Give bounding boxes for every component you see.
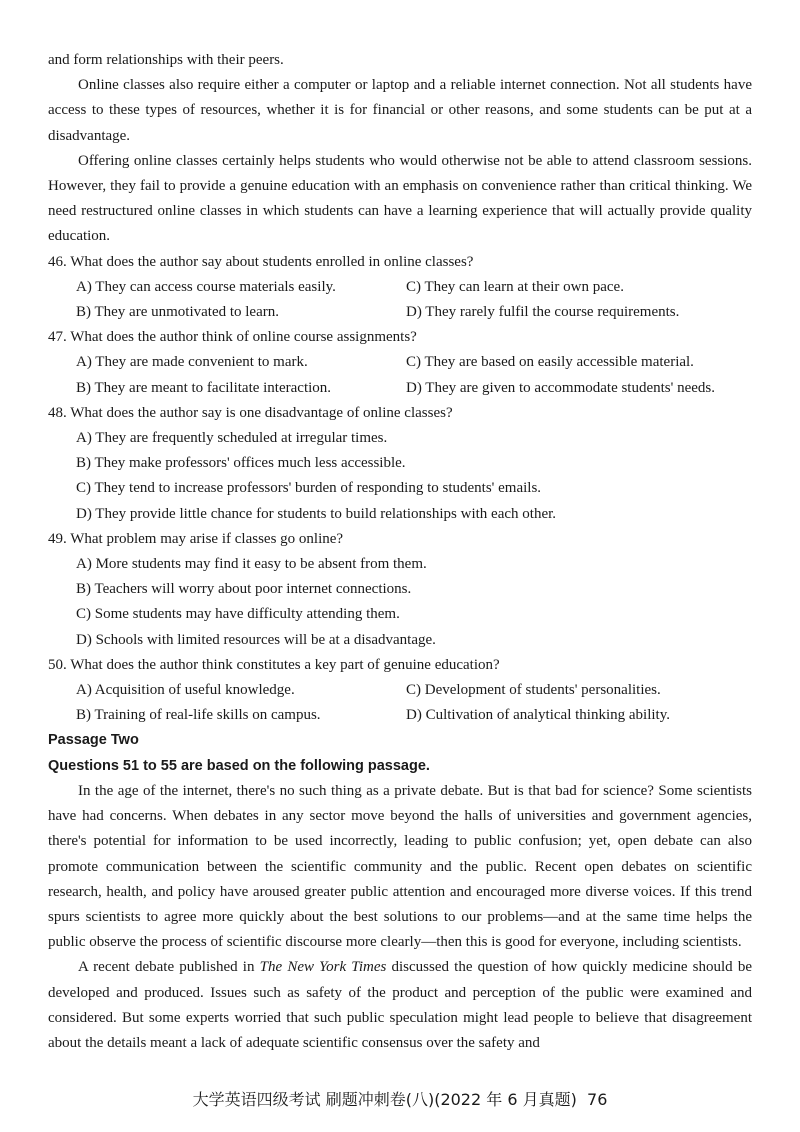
passage-two-title: Passage Two	[48, 732, 139, 749]
option-d: D) Schools with limited resources will be at a disadvantage.	[76, 631, 436, 648]
passage-two-instruction: Questions 51 to 55 are based on the following passage.	[48, 757, 430, 774]
page-content	[48, 48, 752, 1056]
option-d: D) They rarely fulfil the course requirements.	[406, 304, 680, 321]
source-title: The New York Times	[259, 959, 387, 976]
question-stem: 50. What does the author think constitutes a key part of genuine education?	[48, 656, 500, 673]
option-b: B) Training of real-life skills on campus.	[76, 707, 321, 724]
option-c: C) They can learn at their own pace.	[406, 278, 624, 295]
passage-paragraph: and form relationships with their peers.	[48, 52, 284, 68]
question-stem: 49. What problem may arise if classes go online?	[48, 530, 344, 547]
question-stem: 48. What does the author say is one disadvantage of online classes?	[48, 404, 453, 421]
passage-two-paragraph-2	[48, 955, 752, 1056]
question-46	[48, 250, 752, 326]
question-48	[48, 401, 752, 527]
option-b: B) They make professors' offices much less accessible.	[76, 455, 406, 472]
option-a: A) They are frequently scheduled at irregular times.	[76, 430, 388, 447]
option-b: B) Teachers will worry about poor internet connections.	[76, 581, 412, 598]
option-d: D) Cultivation of analytical thinking ability.	[406, 707, 670, 724]
option-d: D) They are given to accommodate students' needs.	[406, 379, 715, 396]
option-a: A) They are made convenient to mark.	[76, 354, 308, 371]
option-c: C) They tend to increase professors' burden of responding to students' emails.	[76, 480, 542, 497]
passage-paragraph: Online classes also require either a computer or laptop and a reliable internet connection. Not all students have access to these types of resources, whether it is for financial or other reasons, and some students can be put at a disadvantage.	[48, 77, 752, 144]
option-b: B) They are meant to facilitate interaction.	[76, 379, 332, 396]
option-b: B) They are unmotivated to learn.	[76, 304, 279, 321]
footer-title: 大学英语四级考试 刷题冲刺卷(八)(2022 年 6 月真题)	[192, 1090, 577, 1109]
question-stem: 47. What does the author think of online course assignments?	[48, 329, 417, 346]
passage-paragraph: Offering online classes certainly helps students who would otherwise not be able to attend classroom sessions. However, they fail to provide a genuine education with an emphasis on convenience rather than critical thinking. We need restructured online classes in which students can have a learning experience that will actually provide quality education.	[48, 152, 752, 245]
question-stem: 46. What does the author say about students enrolled in online classes?	[48, 253, 474, 270]
page-footer	[0, 1087, 800, 1112]
option-a: A) They can access course materials easily.	[76, 278, 336, 295]
option-c: C) Some students may have difficulty attending them.	[76, 606, 400, 623]
option-c: C) Development of students' personalities.	[406, 682, 661, 699]
passage-two-paragraph-1: In the age of the internet, there's no such thing as a private debate. But is that bad for science? Some scientists have had concerns. When debates in any sector move beyond the halls of universities and government agencies, there's potential for information to be used incorrectly, leading to public confusion; yet, open debate can also promote communication between the scientific community and the public. Recent open debates on scientific research, health, and policy have aroused greater public attention and encouraged more diverse voices. If this trend spurs scientists to agree more quickly about the best solutions to our problems—and at the same time helps the public observe the process of scientific discourse more clearly—then this is good for everyone, including scientists.	[48, 782, 752, 951]
option-d: D) They provide little chance for students to build relationships with each other.	[76, 505, 557, 522]
option-a: A) More students may find it easy to be absent from them.	[76, 556, 427, 573]
option-a: A) Acquisition of useful knowledge.	[76, 682, 295, 699]
question-50	[48, 653, 752, 729]
page-number: 76	[587, 1090, 608, 1109]
paragraph-text: A recent debate published in	[78, 959, 260, 976]
option-c: C) They are based on easily accessible material.	[406, 354, 694, 371]
question-49	[48, 527, 752, 653]
paragraph-text: discussed the question of how quickly medicine should be developed and produced. Issues such as safety of the product and perception of the public were examined and considered. But some experts worried that such public speculation might lead people to believe that disagreement about the details meant a lack of adequate scientific consensus over the safety and	[48, 959, 753, 1051]
question-47	[48, 325, 752, 401]
